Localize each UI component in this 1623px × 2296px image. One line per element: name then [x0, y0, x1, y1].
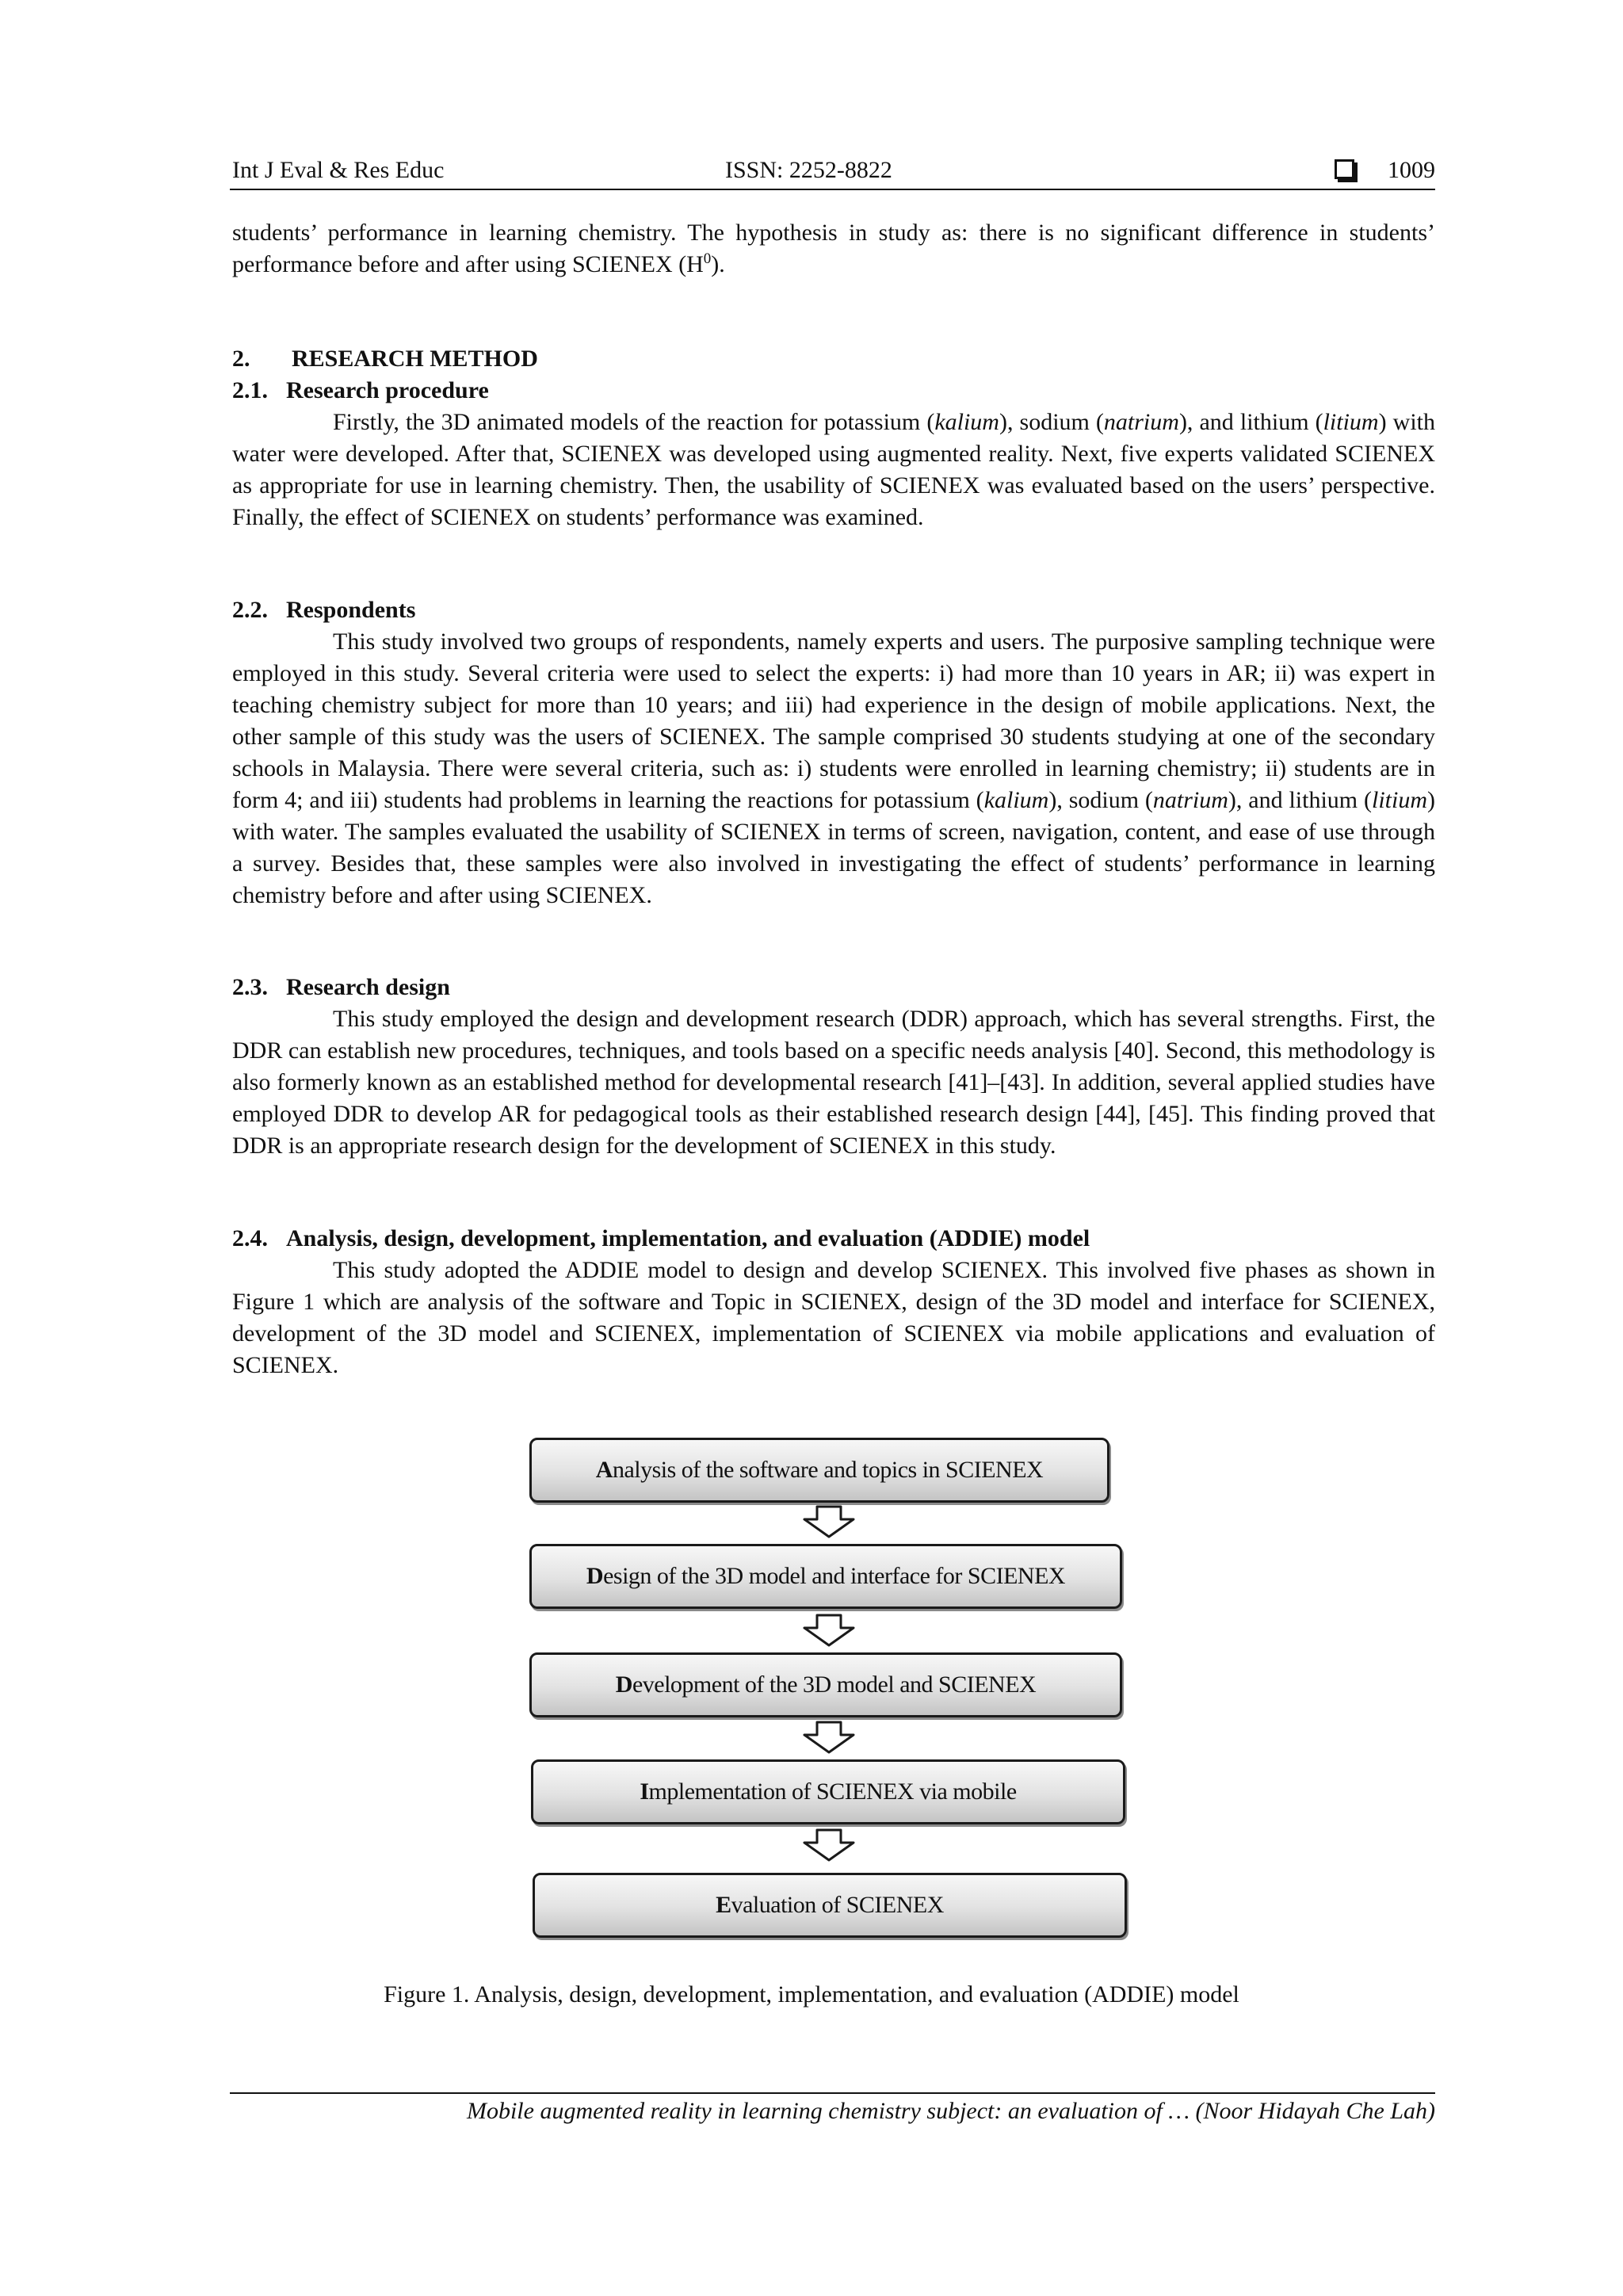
flow-step-evaluation: E valuation of SCIENEX	[533, 1873, 1127, 1938]
section-2-2	[232, 594, 1435, 911]
subsection-heading-2-2: 2.2. Respondents	[232, 597, 416, 623]
intro-paragraph: students’ performance in learning chemistry. The hypothesis in study as: there is no significant difference in students’ performance before and after using SCIENEX $(H^0)$.	[232, 220, 1435, 277]
flow-step-design: D esign of the 3D model and interface for SCIENEX	[529, 1544, 1122, 1609]
hypothesis-superscript: 0	[703, 250, 712, 267]
journal-name: Int J Eval & Res Educ	[232, 157, 445, 183]
section-2	[232, 343, 1435, 533]
paragraph-research-procedure: Firstly, the 3D animated models of the reaction for potassium (kalium), sodium (natrium), and lithium (litium) with water were developed. After that, SCIENEX was developed using augmented reality. Next, five experts validated SCIENEX as appropriate for use in learning chemistry. Then, the usability of SCIENEX was evaluated based on the users’ perspective. Finally, the effect of SCIENEX on students’ performance was examined.	[232, 409, 1435, 530]
section-2-3	[232, 972, 1435, 1162]
section-heading: 2. RESEARCH METHOD	[232, 346, 538, 372]
running-footer: Mobile augmented reality in learning chemistry subject: an evaluation of … (Noor Hidayah Che Lah)	[466, 2098, 1435, 2124]
down-arrow-icon	[801, 1614, 857, 1647]
flow-step-implementation: I mplementation of SCIENEX via mobile	[531, 1759, 1125, 1824]
page-number: 1009	[1388, 157, 1435, 183]
flow-step-development: D evelopment of the 3D model and SCIENEX	[529, 1652, 1122, 1717]
down-arrow-icon	[801, 1828, 857, 1862]
paragraph-respondents: This study involved two groups of respondents, namely experts and users. The purposive sampling technique were employed in this study. Several criteria were used to select the experts: i) had more than 10 years in AR; ii) was expert in teaching chemistry subject for more than 10 years; and iii) had experience in the design of mobile applications. Next, the other sample of this study was the users of SCIENEX. The sample comprised 30 students studying at one of the secondary schools in Malaysia. There were several criteria, such as: i) students were enrolled in learning chemistry; ii) students are in form 4; and iii) students had problems in learning the reactions for potassium (kalium), sodium (natrium), and lithium (litium) with water. The samples evaluated the usability of SCIENEX in terms of screen, navigation, content, and ease of use through a survey. Besides that, these samples were also involved in investigating the effect of students’ performance in learning chemistry before and after using SCIENEX.	[232, 628, 1435, 908]
paragraph-addie: This study adopted the ADDIE model to design and develop SCIENEX. This involved five phases as shown in Figure 1 which are analysis of the software and Topic in SCIENEX, design of the 3D model and interface for SCIENEX, development of the 3D model and SCIENEX, implementation of SCIENEX via mobile applications and evaluation of SCIENEX.	[232, 1257, 1435, 1378]
subsection-heading-2-1: 2.1. Research procedure	[232, 377, 489, 403]
intro-paragraph-block	[232, 217, 1435, 281]
running-header	[232, 155, 1435, 189]
square-bullet-icon	[1335, 159, 1354, 179]
flow-step-analysis: A nalysis of the software and topics in SCIENEX	[529, 1438, 1109, 1503]
down-arrow-icon	[801, 1721, 857, 1754]
footer-rule	[230, 2092, 1435, 2094]
subsection-heading-2-4: 2.4. Analysis, design, development, implementation, and evaluation (ADDIE) model	[232, 1225, 1090, 1251]
header-rule	[230, 189, 1435, 190]
paragraph-research-design: This study employed the design and development research (DDR) approach, which has several strengths. First, the DDR can establish new procedures, techniques, and tools based on a specific needs analysis [40]. Second, this methodology is also formerly known as an established method for developmental research [41]–[43]. In addition, several applied studies have employed DDR to develop AR for pedagogical tools as their established research design [44], [45]. This finding proved that DDR is an appropriate research design for the development of SCIENEX in this study.	[232, 1006, 1435, 1159]
figure-caption: Figure 1. Analysis, design, development, implementation, and evaluation (ADDIE) model	[384, 1981, 1239, 2008]
down-arrow-icon	[801, 1505, 857, 1538]
issn: ISSN: 2252-8822	[725, 157, 892, 183]
section-2-4	[232, 1223, 1435, 1381]
page-number-group	[1335, 155, 1435, 186]
subsection-heading-2-3: 2.3. Research design	[232, 974, 450, 1000]
